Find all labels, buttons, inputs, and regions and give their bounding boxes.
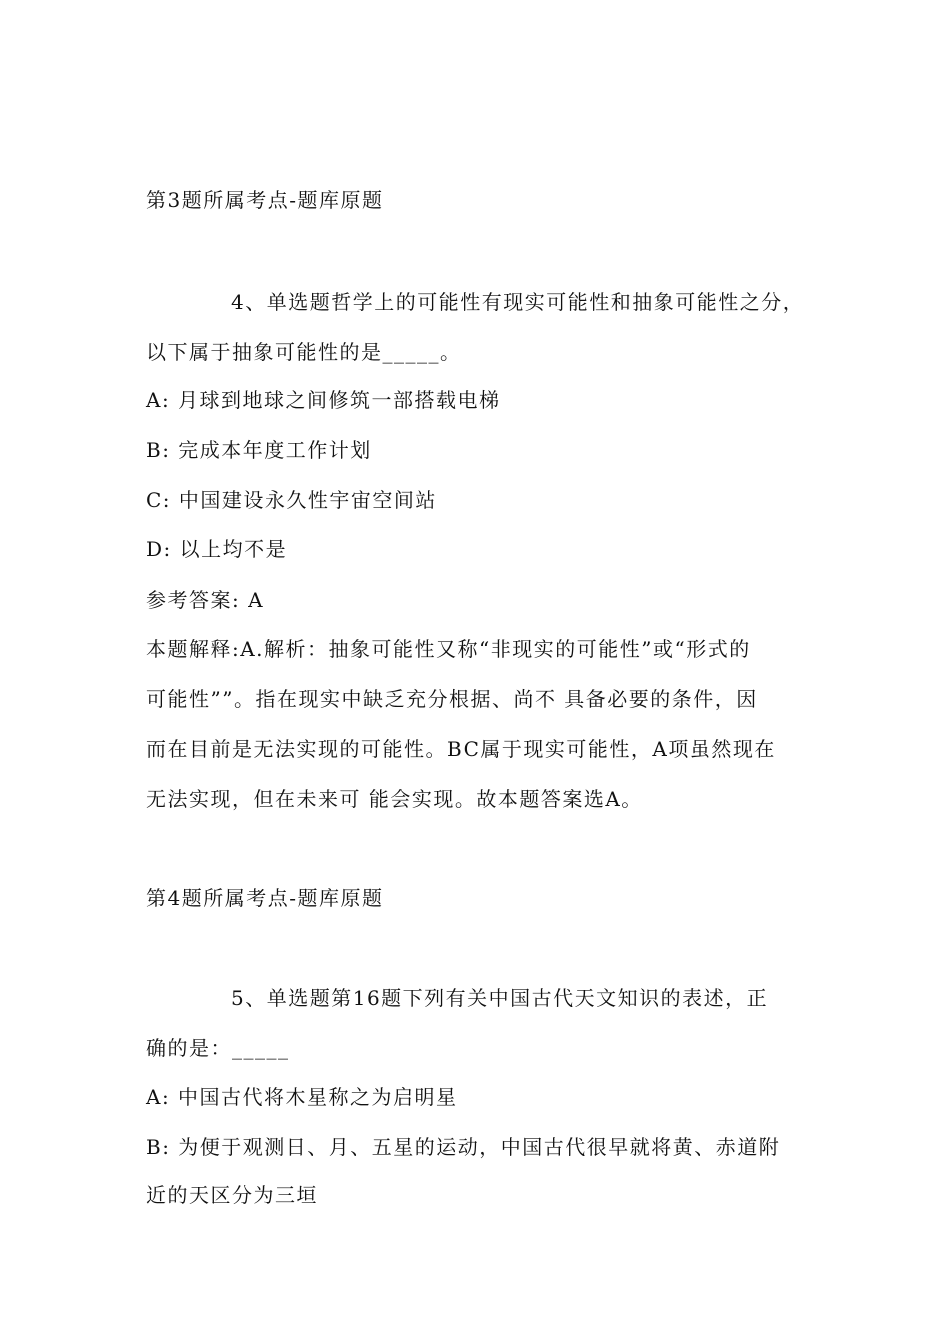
- q5-option-a: A: 中国古代将木星称之为启明星: [146, 1085, 458, 1109]
- q4-option-b: B: 完成本年度工作计划: [146, 438, 372, 462]
- q5-stem-line-1: 5、单选题第16题下列有关中国古代天文知识的表述，正: [231, 986, 769, 1010]
- q5-option-b-line-2: 近的天区分为三垣: [146, 1183, 318, 1207]
- q4-explanation-line-4: 无法实现，但在未来可 能会实现。故本题答案选A。: [146, 787, 643, 811]
- q5-option-b-line-1: B: 为便于观测日、月、五星的运动，中国古代很早就将黄、赤道附: [146, 1135, 781, 1159]
- q4-stem-line-1: 4、单选题哲学上的可能性有现实可能性和抽象可能性之分，: [231, 290, 805, 314]
- q4-stem-line-2: 以下属于抽象可能性的是_____。: [146, 340, 462, 364]
- q4-option-d: D: 以上均不是: [146, 537, 288, 561]
- q4-option-a: A: 月球到地球之间修筑一部搭载电梯: [146, 388, 501, 412]
- q4-explanation-line-1: 本题解释:A.解析：抽象可能性又称“非现实的可能性”或“形式的: [146, 637, 751, 661]
- q4-answer: 参考答案: A: [146, 588, 265, 612]
- q3-point-label: 第3题所属考点-题库原题: [146, 188, 384, 212]
- q4-point-label: 第4题所属考点-题库原题: [146, 886, 384, 910]
- q5-stem-line-2: 确的是：_____: [146, 1036, 290, 1060]
- q4-explanation-line-3: 而在目前是无法实现的可能性。BC属于现实可能性，A项虽然现在: [146, 737, 776, 761]
- q4-explanation-line-2: 可能性””。指在现实中缺乏充分根据、尚不 具备必要的条件，因: [146, 687, 758, 711]
- q4-option-c: C: 中国建设永久性宇宙空间站: [146, 488, 437, 512]
